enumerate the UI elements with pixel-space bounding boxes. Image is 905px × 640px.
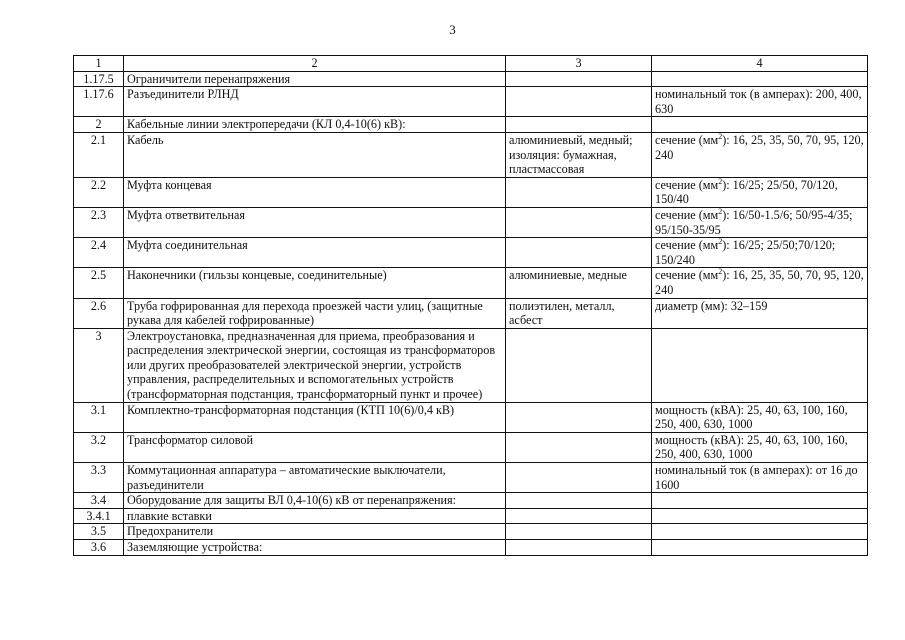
page-number: 3: [449, 22, 456, 37]
superscript-2: 2: [718, 177, 723, 186]
row-parameters-cell: сечение $(мм^2)$: 16, 25, 35, 50, 70, 95, 120, 240: [652, 268, 868, 298]
table-row: [74, 524, 868, 540]
table-row: [74, 117, 868, 133]
row-name-cell: Предохранители: [124, 524, 506, 540]
row-number-cell: 3.1: [74, 402, 124, 432]
row-parameters-cell: [652, 71, 868, 87]
row-parameters-cell: [652, 493, 868, 509]
table-row: [74, 432, 868, 462]
row-parameters-cell: [652, 508, 868, 524]
superscript-2: 2: [718, 237, 723, 247]
row-parameters-cell: мощность (кВА): 25, 40, 63, 100, 160, 250, 400, 630, 1000: [652, 402, 868, 432]
row-name-cell: Разъединители РЛНД: [124, 87, 506, 117]
row-parameters-cell: [652, 524, 868, 540]
row-name-cell: Комплектно-трансформаторная подстанция (КТП 10(6)/0,4 кВ): [124, 402, 506, 432]
table-row: [74, 268, 868, 298]
row-number-cell: 1.17.6: [74, 87, 124, 117]
row-name-cell: Кабель: [124, 132, 506, 177]
row-name-cell: Ограничители перенапряжения: [124, 71, 506, 87]
table-header-row: [74, 56, 868, 72]
table-row: [74, 493, 868, 509]
row-parameters-cell: номинальный ток (в амперах): 200, 400, 630: [652, 87, 868, 117]
row-parameters-cell: диаметр (мм): 32–159: [652, 298, 868, 328]
row-number-cell: 3.6: [74, 540, 124, 556]
table-row: [74, 402, 868, 432]
row-number-cell: 2.6: [74, 298, 124, 328]
superscript-2: 2: [718, 132, 723, 141]
row-name-cell: Трансформатор силовой: [124, 432, 506, 462]
row-material-cell: алюминиевый, медный; изоляция: бумажная, пластмассовая: [506, 132, 652, 177]
row-material-cell: [506, 87, 652, 117]
table-row: [74, 508, 868, 524]
table-row: [74, 177, 868, 207]
superscript-2: 2: [718, 207, 723, 216]
equipment-table: [73, 55, 868, 556]
table-row: [74, 328, 868, 402]
row-material-cell: [506, 238, 652, 268]
row-name-cell: Муфта ответвительная: [124, 207, 506, 237]
column-header: 3: [506, 56, 652, 72]
column-header: 4: [652, 56, 868, 72]
table-row: [74, 71, 868, 87]
table-row: [74, 238, 868, 268]
row-number-cell: 2.3: [74, 207, 124, 237]
column-header: 2: [124, 56, 506, 72]
row-material-cell: [506, 328, 652, 402]
row-name-cell: плавкие вставки: [124, 508, 506, 524]
table-row: [74, 87, 868, 117]
row-parameters-cell: [652, 540, 868, 556]
row-name-cell: Муфта соединительная: [124, 238, 506, 268]
row-name-cell: Наконечники (гильзы концевые, соединительные): [124, 268, 506, 298]
table-row: [74, 207, 868, 237]
row-number-cell: 2: [74, 117, 124, 133]
row-parameters-cell: сечение $(мм^2)$: 16/25; 25/50;70/120; 150/240: [652, 238, 868, 268]
row-material-cell: [506, 207, 652, 237]
row-material-cell: [506, 463, 652, 493]
row-name-cell: Заземляющие устройства:: [124, 540, 506, 556]
row-material-cell: [506, 540, 652, 556]
row-material-cell: [506, 71, 652, 87]
row-material-cell: [506, 508, 652, 524]
row-material-cell: [506, 524, 652, 540]
row-name-cell: Электроустановка, предназначенная для приема, преобразования и распределения электрической энергии, состоящая из трансформаторов или других преобразователей электрической энергии, устройств управления, распределительных и вспомогательных устройств (трансформаторная подстанция, трансформаторный пункт и прочее): [124, 328, 506, 402]
row-parameters-cell: [652, 328, 868, 402]
row-material-cell: [506, 177, 652, 207]
row-number-cell: 3.4: [74, 493, 124, 509]
row-name-cell: Кабельные линии электропередачи (КЛ 0,4-10(6) кВ):: [124, 117, 506, 133]
row-number-cell: 3.5: [74, 524, 124, 540]
row-material-cell: [506, 432, 652, 462]
row-parameters-cell: номинальный ток (в амперах): от 16 до 1600: [652, 463, 868, 493]
table-row: [74, 463, 868, 493]
row-number-cell: 1.17.5: [74, 71, 124, 87]
row-material-cell: полиэтилен, металл, асбест: [506, 298, 652, 328]
superscript-2: 2: [718, 267, 723, 277]
row-material-cell: [506, 493, 652, 509]
row-material-cell: [506, 402, 652, 432]
row-number-cell: 2.2: [74, 177, 124, 207]
row-number-cell: 3: [74, 328, 124, 402]
row-number-cell: 2.4: [74, 238, 124, 268]
column-header: 1: [74, 56, 124, 72]
row-material-cell: алюминиевые, медные: [506, 268, 652, 298]
row-name-cell: Труба гофрированная для перехода проезжей части улиц, (защитные рукава для кабелей гофрированные): [124, 298, 506, 328]
table-body: [74, 71, 868, 555]
row-parameters-cell: мощность (кВА): 25, 40, 63, 100, 160, 250, 400, 630, 1000: [652, 432, 868, 462]
table-row: [74, 298, 868, 328]
row-number-cell: 3.4.1: [74, 508, 124, 524]
row-parameters-cell: [652, 117, 868, 133]
row-number-cell: 3.2: [74, 432, 124, 462]
row-material-cell: [506, 117, 652, 133]
row-parameters-cell: сечение $(мм^2)$: 16/25; 25/50, 70/120, 150/40: [652, 177, 868, 207]
row-number-cell: 2.5: [74, 268, 124, 298]
table-row: [74, 132, 868, 177]
row-name-cell: Оборудование для защиты ВЛ 0,4-10(6) кВ от перенапряжения:: [124, 493, 506, 509]
table-row: [74, 540, 868, 556]
row-parameters-cell: сечение $(мм^2)$: 16, 25, 35, 50, 70, 95, 120, 240: [652, 132, 868, 177]
row-name-cell: Муфта концевая: [124, 177, 506, 207]
row-number-cell: 2.1: [74, 132, 124, 177]
row-name-cell: Коммутационная аппаратура – автоматические выключатели, разъединители: [124, 463, 506, 493]
row-number-cell: 3.3: [74, 463, 124, 493]
row-parameters-cell: сечение $(мм^2)$: 16/50-1.5/6; 50/95-4/35; 95/150-35/95: [652, 207, 868, 237]
